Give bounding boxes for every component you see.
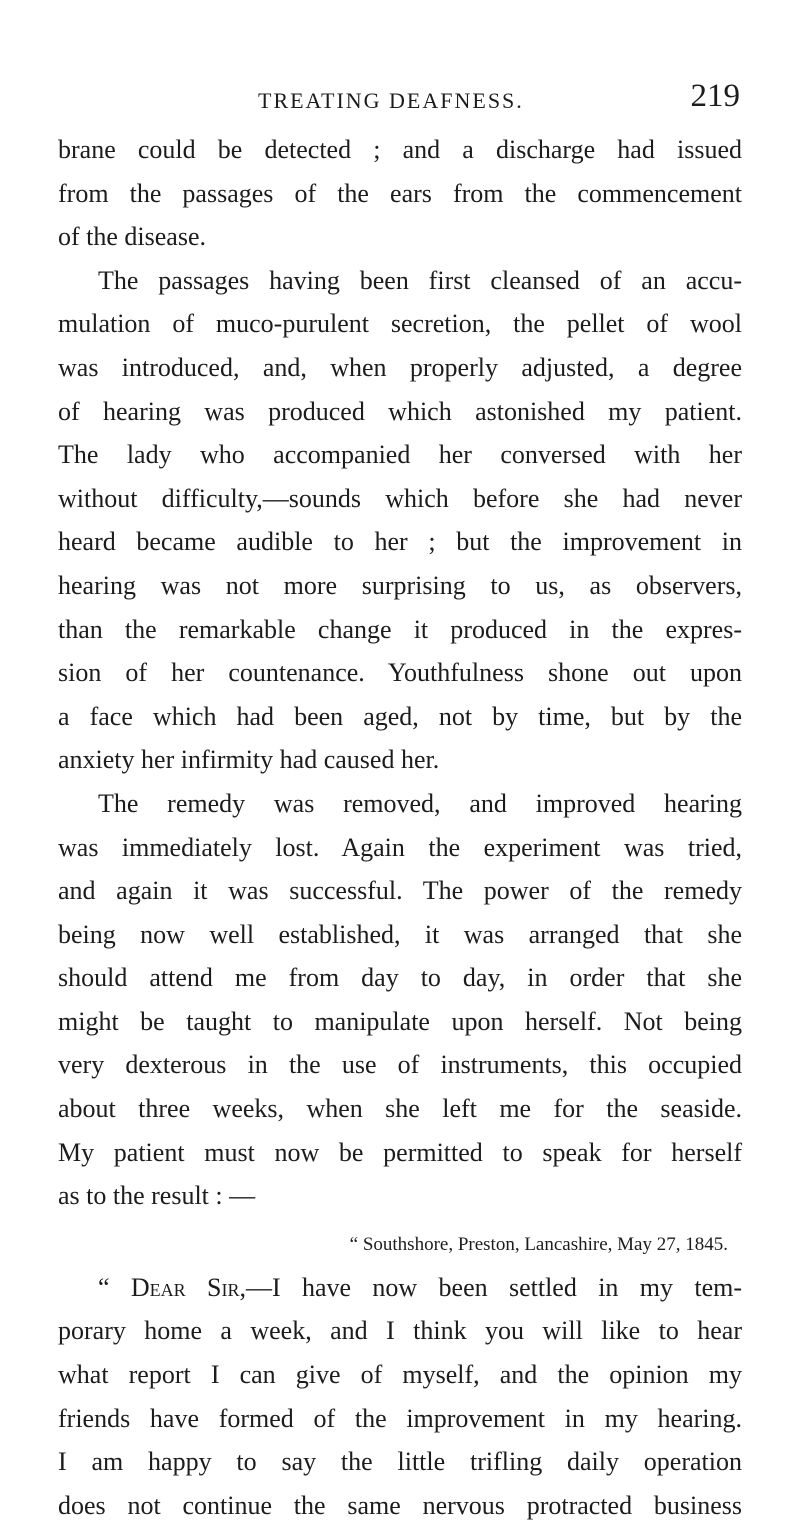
letter-salutation: “ Dear Sir, — [98, 1272, 246, 1302]
text-line: was introduced, and, when properly adjusted, a degree — [58, 352, 742, 382]
text-line: as to the result : — — [58, 1181, 256, 1211]
text-line: should attend me from day to day, in order that she — [58, 963, 742, 993]
letter-line: what report I can give of myself, and the opinion my — [58, 1360, 742, 1390]
text-line: without difficulty,—sounds which before she had never — [58, 483, 742, 513]
letter-heading: “ Southshore, Preston, Lancashire, May 27, 1845. — [349, 1233, 728, 1255]
text-line: from the passages of the ears from the commencement — [58, 178, 742, 208]
text-line: than the remarkable change it produced in the expres- — [58, 614, 742, 644]
text-line: a face which had been aged, not by time, but by the — [58, 701, 742, 731]
text-line: The lady who accompanied her conversed with her — [58, 440, 742, 470]
letter-line: —I have now been settled in my tem- — [245, 1272, 742, 1302]
letter-line: porary home a week, and I think you will like to hear — [58, 1316, 742, 1346]
text-line: hearing was not more surprising to us, as observers, — [58, 570, 742, 600]
text-line: The passages having been first cleansed of an accu- — [98, 265, 742, 295]
letter-line: does not continue the same nervous protracted business — [58, 1490, 742, 1520]
text-line: mulation of muco-purulent secretion, the pellet of wool — [58, 309, 742, 339]
text-line: was immediately lost. Again the experiment was tried, — [58, 832, 742, 862]
text-line: The remedy was removed, and improved hearing — [98, 788, 742, 818]
page-number: 219 — [690, 78, 740, 114]
text-line: might be taught to manipulate upon herself. Not being — [58, 1006, 742, 1036]
text-line: and again it was successful. The power of the remedy — [58, 876, 742, 906]
text-line: brane could be detected ; and a discharge had issued — [58, 135, 742, 164]
text-line: My patient must now be permitted to speak for herself — [58, 1137, 742, 1167]
text-line: sion of her countenance. Youthfulness shone out upon — [58, 658, 742, 688]
text-line: being now well established, it was arranged that she — [58, 919, 742, 949]
running-head — [200, 78, 740, 118]
text-line: anxiety her infirmity had caused her. — [58, 745, 440, 775]
letter-line: friends have formed of the improvement in my hearing. — [58, 1403, 742, 1433]
running-title: TREATING DEAFNESS. — [258, 88, 524, 113]
body-text — [58, 128, 742, 1527]
letter-first-line — [58, 1266, 742, 1310]
text-line: of the disease. — [58, 222, 207, 252]
text-line: heard became audible to her ; but the improvement in — [58, 527, 742, 557]
text-line: about three weeks, when she left me for the seaside. — [58, 1094, 742, 1124]
text-line: very dexterous in the use of instruments, this occupied — [58, 1050, 742, 1080]
letter-line: I am happy to say the little trifling daily operation — [58, 1447, 742, 1477]
text-line: of hearing was produced which astonished my patient. — [58, 396, 742, 426]
